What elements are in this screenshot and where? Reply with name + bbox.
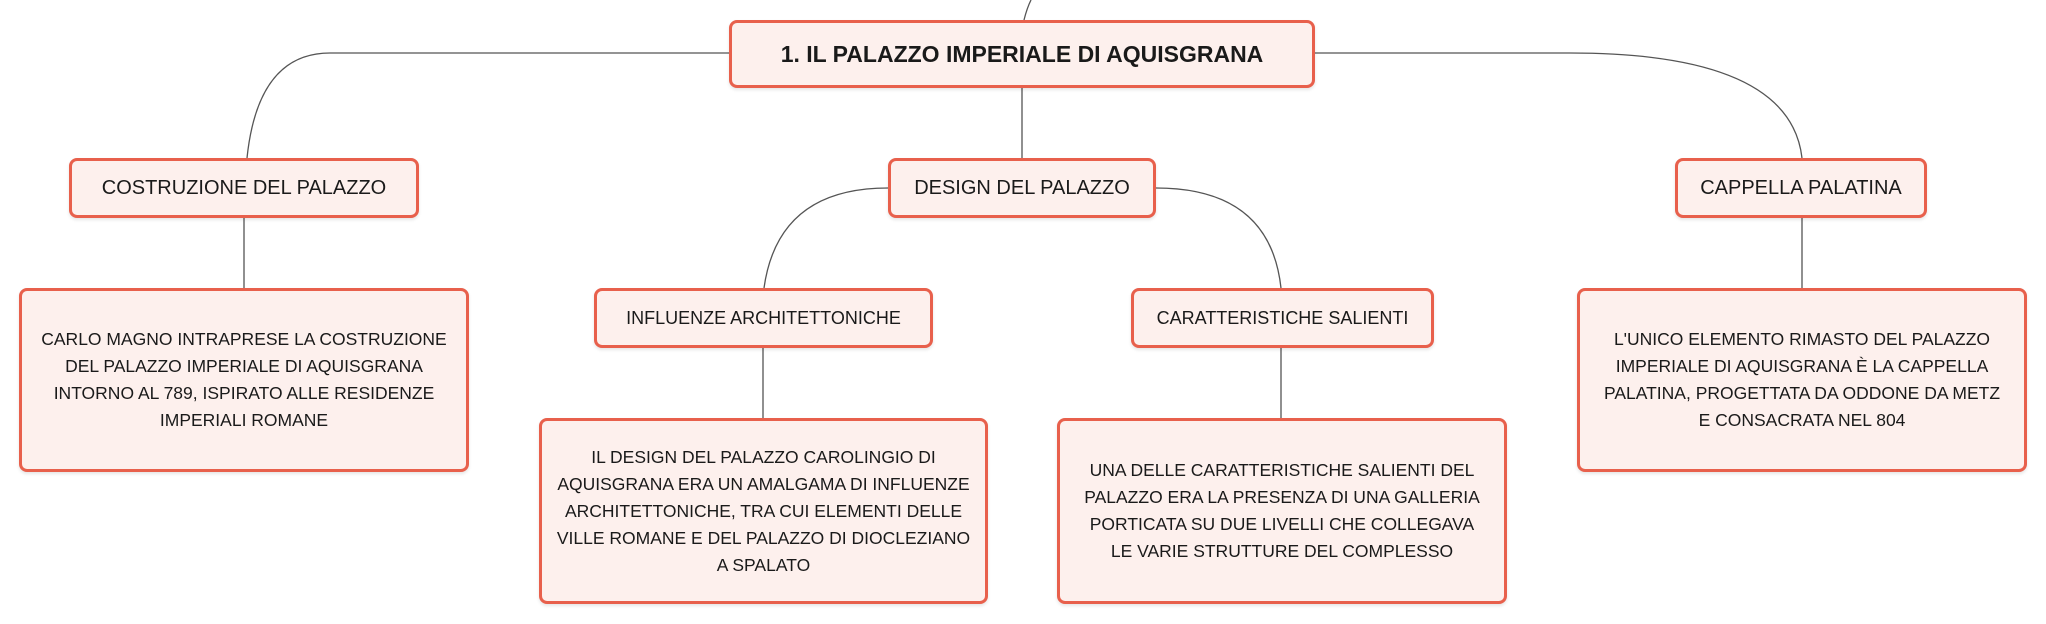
detail-costruzione-text: CARLO MAGNO INTRAPRESE LA COSTRUZIONE DEL PALAZZO IMPERIALE DI AQUISGRANA INTORNO AL 789, ISPIRATO ALLE RESIDENZE IMPERIALI ROMANE: [41, 329, 447, 430]
connector-root-up: [1024, 0, 1031, 20]
connector-root-cappella: [1315, 53, 1802, 158]
detail-cappella[interactable]: [1577, 288, 2027, 472]
topic-design[interactable]: [888, 158, 1156, 218]
subtopic-influenze-label: INFLUENZE ARCHITETTONICHE: [626, 307, 901, 328]
connector-design-influenze: [764, 188, 888, 288]
topic-costruzione-label: COSTRUZIONE DEL PALAZZO: [101, 176, 387, 199]
topic-costruzione[interactable]: [69, 158, 419, 218]
detail-caratteristiche[interactable]: [1057, 418, 1507, 604]
detail-caratteristiche-text: UNA DELLE CARATTERISTICHE SALIENTI DEL PALAZZO ERA LA PRESENZA DI UNA GALLERIA PORTICATA SU DUE LIVELLI CHE COLLEGAVA LE VARIE STRUTTURE DEL COMPLESSO: [1084, 460, 1480, 561]
topic-design-label: DESIGN DEL PALAZZO: [914, 176, 1130, 199]
subtopic-caratteristiche[interactable]: [1131, 288, 1434, 348]
topic-cappella-label: CAPPELLA PALATINA: [1700, 176, 1902, 199]
subtopic-influenze[interactable]: [594, 288, 933, 348]
detail-influenze-text: IL DESIGN DEL PALAZZO CAROLINGIO DI AQUISGRANA ERA UN AMALGAMA DI INFLUENZE ARCHITETTONICHE, TRA CUI ELEMENTI DELLE VILLE ROMANE E DEL PALAZZO DI DIOCLEZIANO A SPALATO: [556, 446, 971, 575]
root-topic[interactable]: [729, 20, 1315, 88]
root-topic-label: 1. IL PALAZZO IMPERIALE DI AQUISGRANA: [780, 40, 1264, 67]
connector-root-costruzione: [247, 53, 729, 158]
detail-cappella-text: L'UNICO ELEMENTO RIMASTO DEL PALAZZO IMPERIALE DI AQUISGRANA È LA CAPPELLA PALATINA, PROGETTATA DA ODDONE DA METZ E CONSACRATA NEL 804: [1603, 329, 2001, 430]
subtopic-caratteristiche-label: CARATTERISTICHE SALIENTI: [1156, 307, 1409, 328]
detail-costruzione[interactable]: [19, 288, 469, 472]
detail-influenze[interactable]: [539, 418, 988, 604]
topic-cappella[interactable]: [1675, 158, 1927, 218]
connector-design-caratteristiche: [1156, 188, 1281, 288]
